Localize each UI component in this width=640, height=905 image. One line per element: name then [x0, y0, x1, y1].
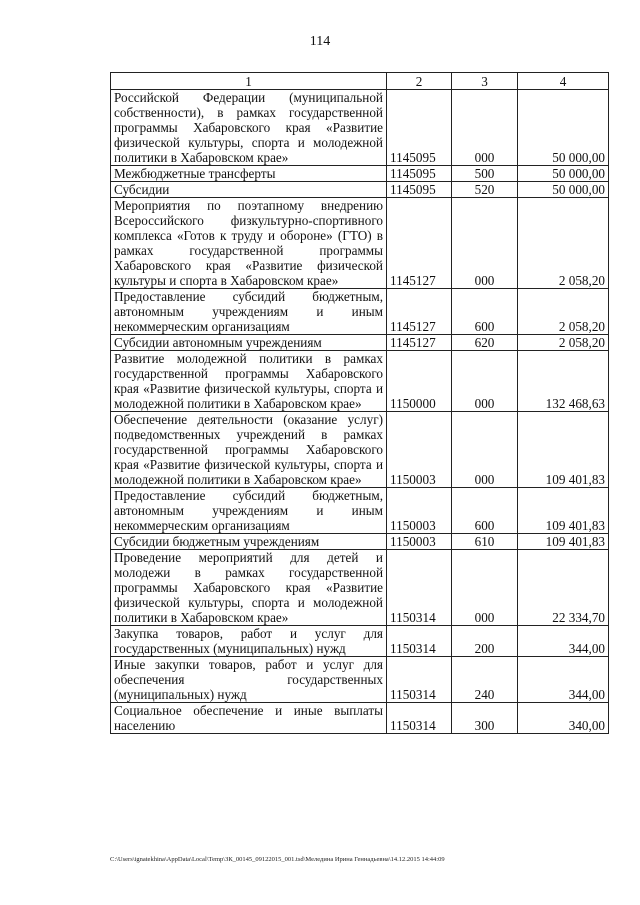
table-row	[111, 626, 609, 657]
row-expense-type: 620	[452, 335, 518, 351]
row-description: Социальное обеспечение и иные выплаты населению	[111, 703, 387, 734]
table-row	[111, 412, 609, 488]
table-row	[111, 335, 609, 351]
table-row	[111, 534, 609, 550]
row-description: Предоставление субсидий бюджетным, автономным учреждениям и иным некоммерческим организациям	[111, 289, 387, 335]
row-amount: 50 000,00	[518, 182, 609, 198]
row-target-code: 1145095	[387, 166, 452, 182]
row-description: Обеспечение деятельности (оказание услуг) подведомственных учреждений в рамках государственной программы Хабаровского края «Развитие физической культуры, спорта и молодежной политики в Хабаровском крае»	[111, 412, 387, 488]
row-description: Предоставление субсидий бюджетным, автономным учреждениям и иным некоммерческим организациям	[111, 488, 387, 534]
table-row	[111, 90, 609, 166]
row-expense-type: 240	[452, 657, 518, 703]
row-amount: 50 000,00	[518, 90, 609, 166]
table-row	[111, 550, 609, 626]
row-target-code: 1145127	[387, 289, 452, 335]
row-amount: 22 334,70	[518, 550, 609, 626]
row-amount: 50 000,00	[518, 166, 609, 182]
row-amount: 132 468,63	[518, 351, 609, 412]
table-row	[111, 351, 609, 412]
budget-table	[110, 72, 609, 734]
row-description: Развитие молодежной политики в рамках государственной программы Хабаровского края «Развитие физической культуры, спорта и молодежной политики в Хабаровском крае»	[111, 351, 387, 412]
table-row	[111, 166, 609, 182]
row-expense-type: 610	[452, 534, 518, 550]
row-amount: 340,00	[518, 703, 609, 734]
row-description: Закупка товаров, работ и услуг для государственных (муниципальных) нужд	[111, 626, 387, 657]
row-amount: 2 058,20	[518, 335, 609, 351]
row-description: Субсидии	[111, 182, 387, 198]
row-target-code: 1150003	[387, 488, 452, 534]
row-amount: 109 401,83	[518, 534, 609, 550]
row-amount: 109 401,83	[518, 488, 609, 534]
row-description: Российской Федерации (муниципальной собственности), в рамках государственной программы Хабаровского края «Развитие физической культуры, спорта и молодежной политики в Хабаровском крае»	[111, 90, 387, 166]
row-amount: 2 058,20	[518, 289, 609, 335]
row-target-code: 1145095	[387, 90, 452, 166]
row-description: Проведение мероприятий для детей и молодежи в рамках государственной программы Хабаровского края «Развитие физической культуры, спорта и молодежной политики в Хабаровском крае»	[111, 550, 387, 626]
row-description: Субсидии бюджетным учреждениям	[111, 534, 387, 550]
row-description: Мероприятия по поэтапному внедрению Всероссийского физкультурно-спортивного комплекса «Готов к труду и обороне» (ГТО) в рамках государственной программы Хабаровского края «Развитие физической культуры и спорта в Хабаровском крае»	[111, 198, 387, 289]
row-target-code: 1150003	[387, 534, 452, 550]
row-expense-type: 600	[452, 488, 518, 534]
row-target-code: 1150314	[387, 657, 452, 703]
row-expense-type: 520	[452, 182, 518, 198]
row-expense-type: 000	[452, 351, 518, 412]
row-target-code: 1145127	[387, 198, 452, 289]
row-target-code: 1150003	[387, 412, 452, 488]
table-row	[111, 488, 609, 534]
table-header-row	[111, 73, 609, 90]
row-expense-type: 600	[452, 289, 518, 335]
row-amount: 2 058,20	[518, 198, 609, 289]
row-description: Субсидии автономным учреждениям	[111, 335, 387, 351]
table-row	[111, 703, 609, 734]
row-target-code: 1150314	[387, 626, 452, 657]
row-target-code: 1145095	[387, 182, 452, 198]
table-row	[111, 198, 609, 289]
row-expense-type: 300	[452, 703, 518, 734]
row-target-code: 1145127	[387, 335, 452, 351]
row-amount: 344,00	[518, 657, 609, 703]
row-target-code: 1150314	[387, 550, 452, 626]
row-expense-type: 000	[452, 550, 518, 626]
row-expense-type: 200	[452, 626, 518, 657]
column-header-1: 1	[111, 73, 387, 90]
table-row	[111, 182, 609, 198]
column-header-3: 3	[452, 73, 518, 90]
row-amount: 109 401,83	[518, 412, 609, 488]
table-row	[111, 289, 609, 335]
file-path-footer: C:\Users\ignatekhina\AppData\Local\Temp\ЗК_00145_09122015_001.tsd\Меледина Ирина Геннадьевна\14.12.2015 14:44:09	[110, 856, 445, 863]
row-expense-type: 000	[452, 198, 518, 289]
column-header-2: 2	[387, 73, 452, 90]
row-description: Межбюджетные трансферты	[111, 166, 387, 182]
page-number: 114	[309, 34, 331, 49]
column-header-4: 4	[518, 73, 609, 90]
row-target-code: 1150000	[387, 351, 452, 412]
table-row	[111, 657, 609, 703]
row-expense-type: 500	[452, 166, 518, 182]
row-amount: 344,00	[518, 626, 609, 657]
row-description: Иные закупки товаров, работ и услуг для обеспечения государственных (муниципальных) нужд	[111, 657, 387, 703]
row-target-code: 1150314	[387, 703, 452, 734]
row-expense-type: 000	[452, 90, 518, 166]
row-expense-type: 000	[452, 412, 518, 488]
